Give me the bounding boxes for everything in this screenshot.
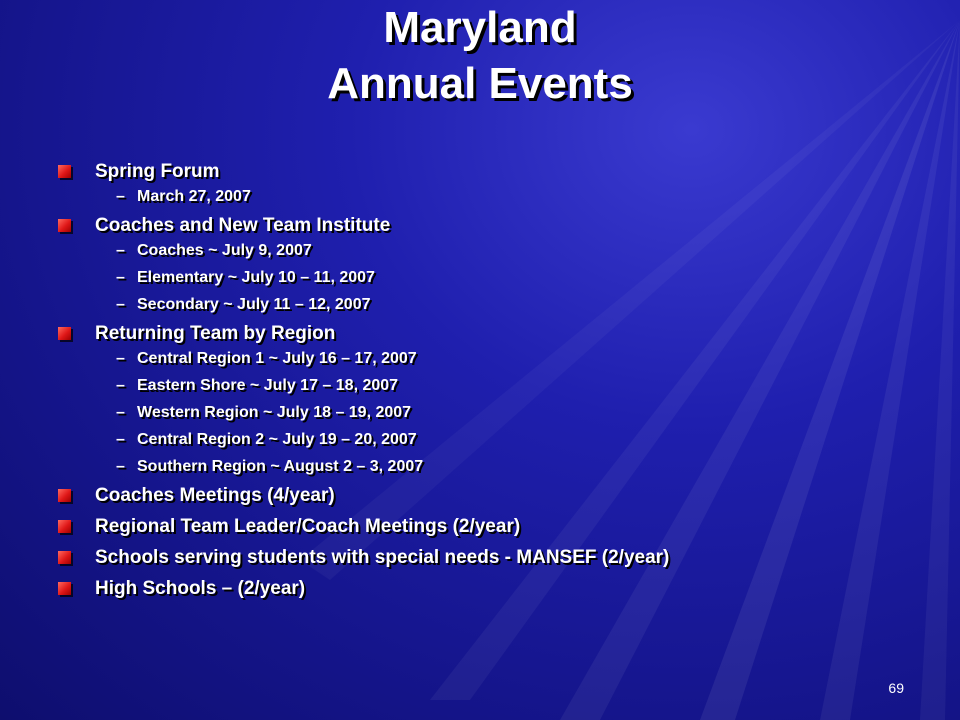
sub-list: [58, 241, 938, 314]
square-bullet-icon: [58, 165, 71, 178]
bullet-item-text: Coaches Meetings (4/year): [95, 485, 335, 506]
bullet-item-text: High Schools – (2/year): [95, 578, 306, 599]
page-number: 69: [888, 680, 904, 696]
bullet-item-text: Schools serving students with special needs - MANSEF (2/year): [95, 547, 670, 568]
square-bullet-icon: [58, 551, 71, 564]
bullet-item-text: Spring Forum: [95, 161, 220, 182]
dash-marker: –: [116, 458, 125, 475]
bullet-item: [58, 160, 938, 183]
bullet-item-text: Coaches and New Team Institute: [95, 215, 391, 236]
square-bullet-icon: [58, 489, 71, 502]
sub-item: [58, 268, 938, 287]
dash-marker: –: [116, 404, 125, 421]
sub-item-text: March 27, 2007: [137, 188, 251, 205]
sub-list: [58, 187, 938, 206]
sub-item-text: Eastern Shore ~ July 17 – 18, 2007: [137, 377, 399, 394]
sub-item: [58, 349, 938, 368]
sub-item-text: Secondary ~ July 11 – 12, 2007: [137, 296, 371, 313]
bullet-item-text: Returning Team by Region: [95, 323, 336, 344]
bullet-item: [58, 484, 938, 507]
sub-list: [58, 349, 938, 476]
dash-marker: –: [116, 269, 125, 286]
square-bullet-icon: [58, 327, 71, 340]
sub-item: [58, 376, 938, 395]
bullet-item: [58, 577, 938, 600]
dash-marker: –: [116, 350, 125, 367]
sub-item: [58, 295, 938, 314]
sub-item: [58, 430, 938, 449]
bullet-item: [58, 214, 938, 237]
dash-marker: –: [116, 296, 125, 313]
event-list: [58, 160, 938, 608]
square-bullet-icon: [58, 520, 71, 533]
dash-marker: –: [116, 377, 125, 394]
sub-item-text: Elementary ~ July 10 – 11, 2007: [137, 269, 375, 286]
sub-item-text: Southern Region ~ August 2 – 3, 2007: [137, 458, 424, 475]
sub-item: [58, 187, 938, 206]
title-line-1: Maryland: [383, 3, 577, 52]
title-line-2: Annual Events: [327, 59, 633, 108]
dash-marker: –: [116, 188, 125, 205]
sub-item: [58, 241, 938, 260]
bullet-item: [58, 546, 938, 569]
square-bullet-icon: [58, 582, 71, 595]
bullet-item: [58, 322, 938, 345]
sub-item-text: Central Region 2 ~ July 19 – 20, 2007: [137, 431, 417, 448]
sub-item-text: Western Region ~ July 18 – 19, 2007: [137, 404, 412, 421]
dash-marker: –: [116, 242, 125, 259]
sub-item: [58, 457, 938, 476]
dash-marker: –: [116, 431, 125, 448]
sub-item: [58, 403, 938, 422]
sub-item-text: Central Region 1 ~ July 16 – 17, 2007: [137, 350, 417, 367]
bullet-item: [58, 515, 938, 538]
slide-title: [0, 0, 960, 112]
sub-item-text: Coaches ~ July 9, 2007: [137, 242, 312, 259]
square-bullet-icon: [58, 219, 71, 232]
bullet-item-text: Regional Team Leader/Coach Meetings (2/year): [95, 516, 521, 537]
